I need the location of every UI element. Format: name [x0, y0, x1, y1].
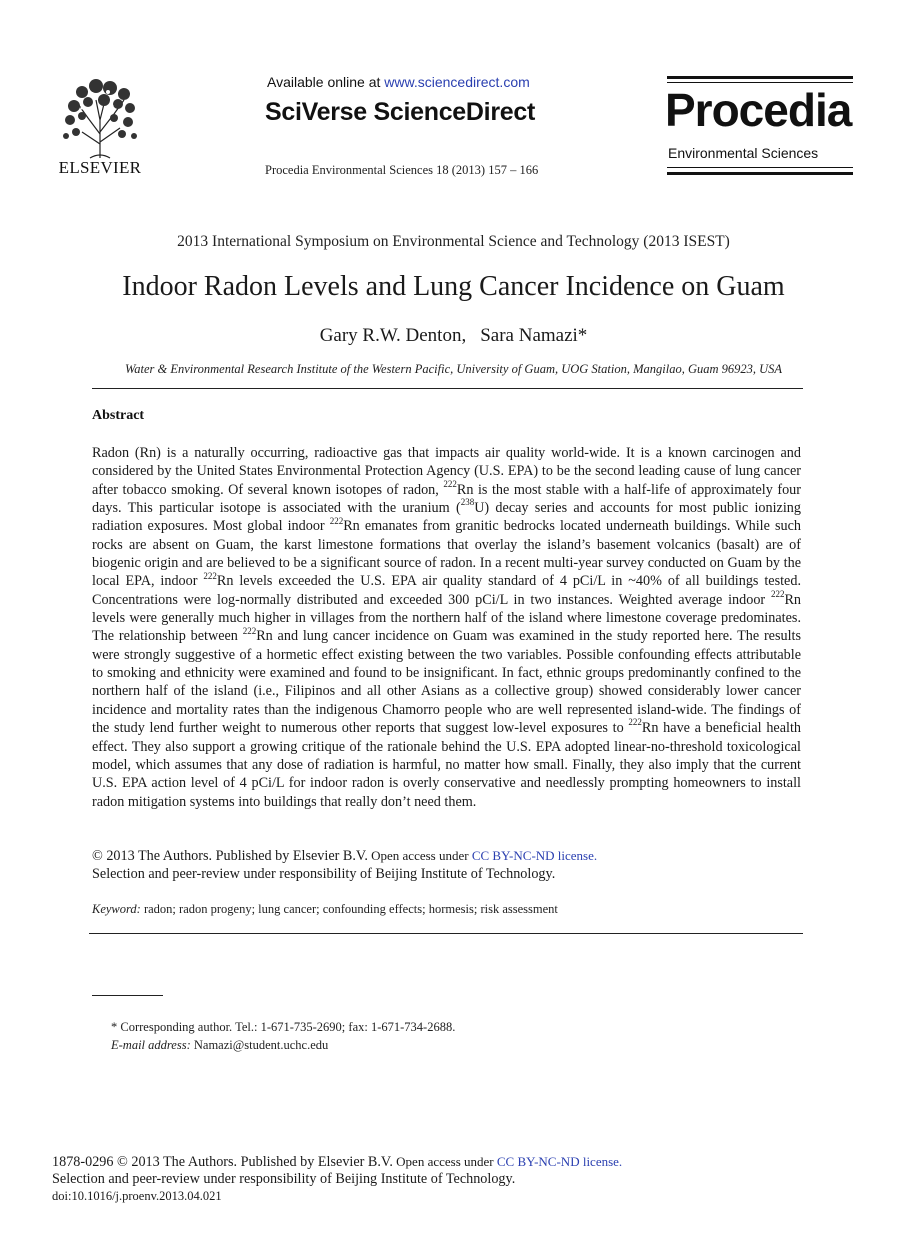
keywords-label: Keyword:	[92, 902, 141, 916]
conference-name: 2013 International Symposium on Environmental Science and Technology (2013 ISEST)	[177, 233, 730, 250]
doi[interactable]: doi:10.1016/j.proenv.2013.04.021	[52, 1189, 222, 1203]
author-name: Sara Namazi*	[480, 325, 588, 346]
availability-prefix: Available online at	[267, 74, 385, 90]
open-access-text: Open access under	[367, 848, 472, 863]
email-address[interactable]: Namazi@student.uchc.edu	[190, 1038, 329, 1052]
elsevier-wordmark: ELSEVIER	[58, 158, 142, 177]
peer-review-line: Selection and peer-review under responsibility of Beijing Institute of Technology.	[92, 866, 556, 882]
isotope-superscript: 222	[443, 478, 457, 489]
isotope-superscript: 222	[628, 717, 642, 728]
isotope-superscript: 222	[242, 625, 257, 636]
license-link[interactable]: CC BY-NC-ND license.	[471, 848, 598, 863]
author-name: Gary R.W. Denton,	[319, 325, 467, 346]
journal-logo-rule	[667, 82, 853, 83]
journal-logo-rule	[667, 172, 853, 175]
journal-logo-subtitle: Environmental Sciences	[668, 145, 819, 161]
journal-logo-rule	[667, 76, 853, 79]
affiliation: Water & Environmental Research Institute of the Western Pacific, University of Guam, UOG Station, Mangilao, Guam 96923, USA	[124, 362, 783, 376]
license-link[interactable]: CC BY-NC-ND license.	[496, 1154, 623, 1169]
divider	[92, 388, 803, 389]
open-access-text: Open access under	[392, 1154, 497, 1169]
article-title: Indoor Radon Levels and Lung Cancer Incidence on Guam	[122, 271, 785, 302]
footnote-divider	[92, 995, 163, 996]
isotope-superscript: 222	[329, 515, 344, 526]
page-footer	[52, 1153, 622, 1205]
isotope-superscript: 238	[460, 497, 475, 508]
journal-logo: Procedia	[665, 84, 852, 136]
email-label: E-mail address:	[111, 1038, 191, 1052]
journal-reference: Procedia Environmental Sciences 18 (2013) 157 – 166	[265, 163, 539, 177]
abstract-heading: Abstract	[92, 408, 145, 423]
keywords-list: radon; radon progeny; lung cancer; confounding effects; hormesis; risk assessment	[140, 902, 558, 916]
author-list	[0, 325, 907, 347]
issn-copyright: 1878-0296 © 2013 The Authors. Published by Elsevier B.V.	[52, 1154, 393, 1170]
isotope-superscript: 222	[770, 589, 785, 600]
keywords	[92, 902, 558, 917]
copyright-line: © 2013 The Authors. Published by Elsevier B.V.	[92, 848, 368, 864]
footnote	[111, 1018, 455, 1054]
availability-line	[267, 74, 530, 90]
isotope-superscript: 222	[203, 570, 217, 581]
sciencedirect-link[interactable]: www.sciencedirect.com	[384, 74, 530, 90]
abstract-body: Radon (Rn) is a naturally occurring, radioactive gas that impacts air quality world-wide. It is a known carcinogen and considered by the United States Environmental Protection Agency (U.S. EPA) to be the second leading cause of lung cancer after tobacco smoking. Of several known isotopes of radon, $^{222}$Rn is the most stable with a half-life of approximately four days. This particular isotope is associated with the uranium ($^{238}$U) decay series and accounts for most public ionizing radiation exposures. Most global indoor $^{222}$Rn emanates from granitic bedrocks located underneath buildings. While such rocks are absent on Guam, the karst limestone formations that overlay the island’s basement volcanics (basalt) are of biogenic origin and are believed to be a significant source of radon. In a recent multi-year survey conducted on Guam by the local EPA, indoor $^{222}$Rn levels exceeded the U.S. EPA air quality standard of 4 pCi/L in ~40% of all buildings tested. Concentrations were log-normally distributed and exceeded 300 pCi/L in two instances. Weighted average indoor $^{222}$Rn levels were generally much higher in villages from the northern half of the island where limestone coverage predominates. The relationship between $^{222}$Rn and lung cancer incidence on Guam was examined in the study reported here. The results were strongly suggestive of a hormetic effect existing between the two variables. Possible confounding effects attributable to smoking and ethnicity were examined and found to be insignificant. In fact, ethnic groups predominantly confined to the northern half of the island (i.e., Filipinos and all other Asians as a collective group) showed considerably lower cancer incidence and mortality rates than the indigenous Chamorro people who are well represented island-wide. The findings of the study lend further weight to numerous other reports that suggest low-level exposures to $^{222}$Rn have a beneficial health effect. They also support a growing critique of the rationale behind the U.S. EPA adopted linear-no-threshold toxicological model, which assumes that any dose of radiation is harmful, no matter how small. Finally, they also imply that the current U.S. EPA action level of 4 pCi/L for indoor radon is overly conservative and needlessly prompting homeowners to install radon mitigation systems into buildings that really don’t need them.	[92, 445, 801, 810]
corresponding-author: * Corresponding author. Tel.: 1-671-735-2690; fax: 1-671-734-2688.	[111, 1020, 456, 1034]
peer-review-line: Selection and peer-review under responsibility of Beijing Institute of Technology.	[52, 1171, 516, 1187]
platform-logo: SciVerse ScienceDirect	[265, 98, 535, 126]
journal-logo-rule	[667, 167, 853, 168]
divider	[89, 933, 803, 934]
copyright-notice	[92, 847, 597, 883]
